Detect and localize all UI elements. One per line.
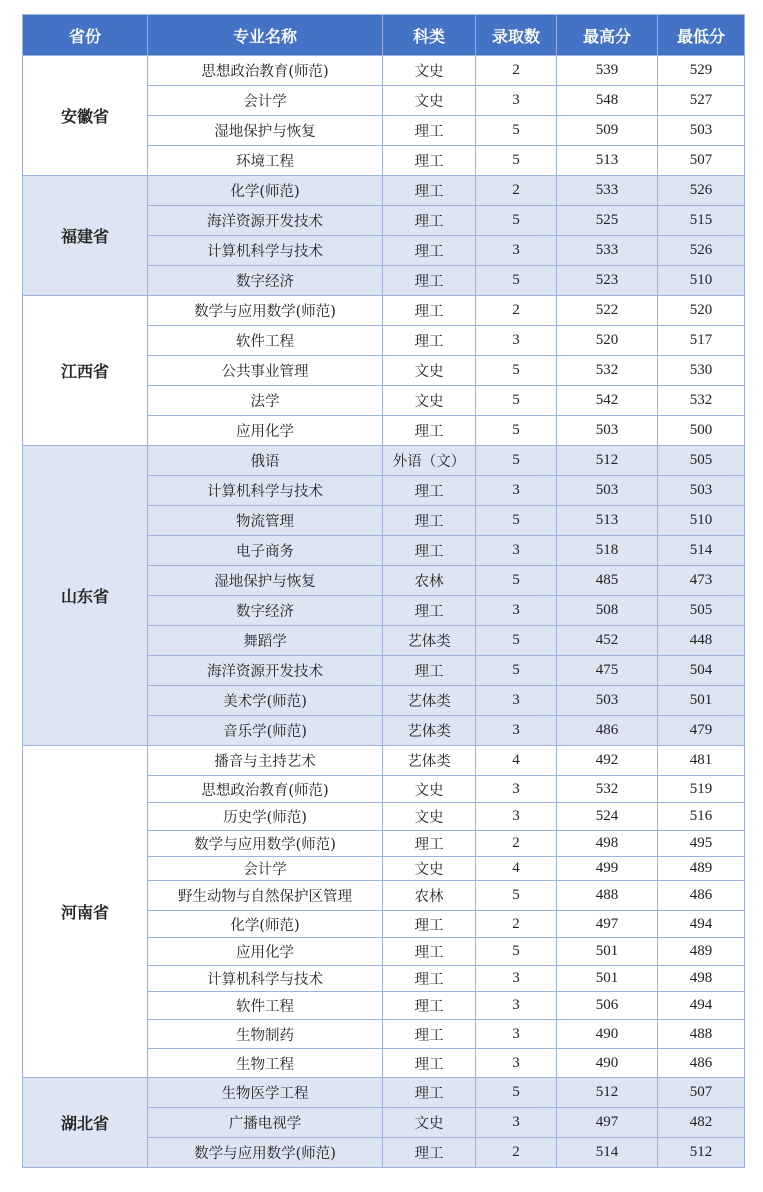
major-cell: 应用化学 xyxy=(148,938,383,966)
min-score-cell: 505 xyxy=(658,596,745,626)
admitted-count-cell: 5 xyxy=(476,416,557,446)
province-cell: 安徽省 xyxy=(23,56,148,176)
category-cell: 理工 xyxy=(383,146,476,176)
province-cell: 山东省 xyxy=(23,446,148,746)
header-row xyxy=(23,15,745,56)
admitted-count-cell: 5 xyxy=(476,116,557,146)
category-cell: 文史 xyxy=(383,356,476,386)
major-cell: 计算机科学与技术 xyxy=(148,476,383,506)
header-major: 专业名称 xyxy=(148,15,383,56)
admitted-count-cell: 5 xyxy=(476,506,557,536)
major-cell: 音乐学(师范) xyxy=(148,716,383,746)
major-cell: 俄语 xyxy=(148,446,383,476)
min-score-cell: 479 xyxy=(658,716,745,746)
major-cell: 数学与应用数学(师范) xyxy=(148,1138,383,1168)
major-cell: 化学(师范) xyxy=(148,911,383,938)
admitted-count-cell: 3 xyxy=(476,326,557,356)
max-score-cell: 485 xyxy=(557,566,658,596)
admitted-count-cell: 5 xyxy=(476,266,557,296)
admitted-count-cell: 3 xyxy=(476,1049,557,1078)
min-score-cell: 503 xyxy=(658,116,745,146)
province-cell: 湖北省 xyxy=(23,1078,148,1168)
min-score-cell: 516 xyxy=(658,803,745,831)
min-score-cell: 510 xyxy=(658,506,745,536)
min-score-cell: 489 xyxy=(658,938,745,966)
category-cell: 外语（文） xyxy=(383,446,476,476)
major-cell: 海洋资源开发技术 xyxy=(148,206,383,236)
max-score-cell: 503 xyxy=(557,416,658,446)
min-score-cell: 489 xyxy=(658,857,745,881)
max-score-cell: 520 xyxy=(557,326,658,356)
major-cell: 思想政治教育(师范) xyxy=(148,776,383,803)
admitted-count-cell: 5 xyxy=(476,938,557,966)
category-cell: 理工 xyxy=(383,266,476,296)
category-cell: 理工 xyxy=(383,176,476,206)
header-min-score: 最低分 xyxy=(658,15,745,56)
admitted-count-cell: 5 xyxy=(476,1078,557,1108)
max-score-cell: 512 xyxy=(557,446,658,476)
category-cell: 理工 xyxy=(383,1078,476,1108)
table-row xyxy=(23,746,745,776)
major-cell: 舞蹈学 xyxy=(148,626,383,656)
category-cell: 理工 xyxy=(383,596,476,626)
admitted-count-cell: 5 xyxy=(476,626,557,656)
province-cell: 江西省 xyxy=(23,296,148,446)
max-score-cell: 524 xyxy=(557,803,658,831)
category-cell: 理工 xyxy=(383,326,476,356)
major-cell: 公共事业管理 xyxy=(148,356,383,386)
admitted-count-cell: 3 xyxy=(476,776,557,803)
major-cell: 湿地保护与恢复 xyxy=(148,566,383,596)
min-score-cell: 530 xyxy=(658,356,745,386)
table-row xyxy=(23,1078,745,1108)
major-cell: 播音与主持艺术 xyxy=(148,746,383,776)
category-cell: 理工 xyxy=(383,536,476,566)
admitted-count-cell: 4 xyxy=(476,746,557,776)
category-cell: 农林 xyxy=(383,566,476,596)
min-score-cell: 504 xyxy=(658,656,745,686)
max-score-cell: 497 xyxy=(557,911,658,938)
max-score-cell: 513 xyxy=(557,146,658,176)
category-cell: 理工 xyxy=(383,476,476,506)
max-score-cell: 501 xyxy=(557,938,658,966)
admitted-count-cell: 3 xyxy=(476,536,557,566)
admitted-count-cell: 3 xyxy=(476,86,557,116)
major-cell: 应用化学 xyxy=(148,416,383,446)
admitted-count-cell: 2 xyxy=(476,911,557,938)
min-score-cell: 486 xyxy=(658,881,745,911)
min-score-cell: 532 xyxy=(658,386,745,416)
admitted-count-cell: 3 xyxy=(476,236,557,266)
min-score-cell: 488 xyxy=(658,1020,745,1049)
category-cell: 文史 xyxy=(383,56,476,86)
major-cell: 软件工程 xyxy=(148,992,383,1020)
admitted-count-cell: 3 xyxy=(476,966,557,992)
category-cell: 理工 xyxy=(383,966,476,992)
admitted-count-cell: 3 xyxy=(476,803,557,831)
min-score-cell: 448 xyxy=(658,626,745,656)
table-row xyxy=(23,446,745,476)
admitted-count-cell: 3 xyxy=(476,686,557,716)
max-score-cell: 503 xyxy=(557,686,658,716)
min-score-cell: 507 xyxy=(658,1078,745,1108)
category-cell: 文史 xyxy=(383,386,476,416)
min-score-cell: 495 xyxy=(658,831,745,857)
max-score-cell: 486 xyxy=(557,716,658,746)
max-score-cell: 532 xyxy=(557,776,658,803)
admitted-count-cell: 2 xyxy=(476,176,557,206)
max-score-cell: 501 xyxy=(557,966,658,992)
min-score-cell: 473 xyxy=(658,566,745,596)
major-cell: 湿地保护与恢复 xyxy=(148,116,383,146)
category-cell: 农林 xyxy=(383,881,476,911)
category-cell: 文史 xyxy=(383,857,476,881)
major-cell: 会计学 xyxy=(148,86,383,116)
admitted-count-cell: 2 xyxy=(476,1138,557,1168)
max-score-cell: 490 xyxy=(557,1049,658,1078)
category-cell: 艺体类 xyxy=(383,746,476,776)
min-score-cell: 481 xyxy=(658,746,745,776)
max-score-cell: 492 xyxy=(557,746,658,776)
category-cell: 理工 xyxy=(383,1049,476,1078)
max-score-cell: 499 xyxy=(557,857,658,881)
category-cell: 文史 xyxy=(383,776,476,803)
category-cell: 理工 xyxy=(383,236,476,266)
category-cell: 理工 xyxy=(383,116,476,146)
admitted-count-cell: 2 xyxy=(476,831,557,857)
max-score-cell: 508 xyxy=(557,596,658,626)
admitted-count-cell: 5 xyxy=(476,386,557,416)
max-score-cell: 513 xyxy=(557,506,658,536)
table-body xyxy=(23,56,745,1168)
major-cell: 思想政治教育(师范) xyxy=(148,56,383,86)
admitted-count-cell: 3 xyxy=(476,1020,557,1049)
category-cell: 文史 xyxy=(383,803,476,831)
min-score-cell: 526 xyxy=(658,176,745,206)
max-score-cell: 514 xyxy=(557,1138,658,1168)
min-score-cell: 482 xyxy=(658,1108,745,1138)
category-cell: 文史 xyxy=(383,86,476,116)
category-cell: 理工 xyxy=(383,1138,476,1168)
major-cell: 生物医学工程 xyxy=(148,1078,383,1108)
major-cell: 环境工程 xyxy=(148,146,383,176)
admitted-count-cell: 4 xyxy=(476,857,557,881)
major-cell: 生物工程 xyxy=(148,1049,383,1078)
admitted-count-cell: 5 xyxy=(476,446,557,476)
major-cell: 计算机科学与技术 xyxy=(148,236,383,266)
admitted-count-cell: 5 xyxy=(476,656,557,686)
major-cell: 数字经济 xyxy=(148,266,383,296)
min-score-cell: 527 xyxy=(658,86,745,116)
admitted-count-cell: 3 xyxy=(476,716,557,746)
category-cell: 理工 xyxy=(383,831,476,857)
min-score-cell: 507 xyxy=(658,146,745,176)
category-cell: 艺体类 xyxy=(383,686,476,716)
major-cell: 历史学(师范) xyxy=(148,803,383,831)
max-score-cell: 518 xyxy=(557,536,658,566)
min-score-cell: 519 xyxy=(658,776,745,803)
major-cell: 海洋资源开发技术 xyxy=(148,656,383,686)
major-cell: 美术学(师范) xyxy=(148,686,383,716)
province-cell: 福建省 xyxy=(23,176,148,296)
min-score-cell: 494 xyxy=(658,992,745,1020)
header-province: 省份 xyxy=(23,15,148,56)
min-score-cell: 512 xyxy=(658,1138,745,1168)
major-cell: 数学与应用数学(师范) xyxy=(148,296,383,326)
max-score-cell: 497 xyxy=(557,1108,658,1138)
admitted-count-cell: 3 xyxy=(476,1108,557,1138)
min-score-cell: 501 xyxy=(658,686,745,716)
admitted-count-cell: 3 xyxy=(476,476,557,506)
max-score-cell: 509 xyxy=(557,116,658,146)
major-cell: 数字经济 xyxy=(148,596,383,626)
min-score-cell: 494 xyxy=(658,911,745,938)
admitted-count-cell: 5 xyxy=(476,566,557,596)
admitted-count-cell: 5 xyxy=(476,146,557,176)
major-cell: 野生动物与自然保护区管理 xyxy=(148,881,383,911)
max-score-cell: 522 xyxy=(557,296,658,326)
major-cell: 化学(师范) xyxy=(148,176,383,206)
category-cell: 理工 xyxy=(383,911,476,938)
max-score-cell: 452 xyxy=(557,626,658,656)
category-cell: 理工 xyxy=(383,992,476,1020)
min-score-cell: 503 xyxy=(658,476,745,506)
header-max-score: 最高分 xyxy=(557,15,658,56)
max-score-cell: 539 xyxy=(557,56,658,86)
max-score-cell: 525 xyxy=(557,206,658,236)
header-category: 科类 xyxy=(383,15,476,56)
max-score-cell: 503 xyxy=(557,476,658,506)
category-cell: 理工 xyxy=(383,416,476,446)
min-score-cell: 520 xyxy=(658,296,745,326)
category-cell: 艺体类 xyxy=(383,716,476,746)
major-cell: 数学与应用数学(师范) xyxy=(148,831,383,857)
max-score-cell: 498 xyxy=(557,831,658,857)
major-cell: 物流管理 xyxy=(148,506,383,536)
major-cell: 生物制药 xyxy=(148,1020,383,1049)
max-score-cell: 490 xyxy=(557,1020,658,1049)
admitted-count-cell: 5 xyxy=(476,206,557,236)
admitted-count-cell: 5 xyxy=(476,881,557,911)
min-score-cell: 526 xyxy=(658,236,745,266)
min-score-cell: 529 xyxy=(658,56,745,86)
min-score-cell: 486 xyxy=(658,1049,745,1078)
table-row xyxy=(23,56,745,86)
max-score-cell: 532 xyxy=(557,356,658,386)
max-score-cell: 475 xyxy=(557,656,658,686)
max-score-cell: 533 xyxy=(557,236,658,266)
admitted-count-cell: 5 xyxy=(476,356,557,386)
major-cell: 软件工程 xyxy=(148,326,383,356)
major-cell: 计算机科学与技术 xyxy=(148,966,383,992)
admitted-count-cell: 2 xyxy=(476,296,557,326)
header-admitted-count: 录取数 xyxy=(476,15,557,56)
category-cell: 理工 xyxy=(383,938,476,966)
admission-score-table xyxy=(22,14,745,1168)
min-score-cell: 515 xyxy=(658,206,745,236)
admitted-count-cell: 3 xyxy=(476,992,557,1020)
min-score-cell: 514 xyxy=(658,536,745,566)
max-score-cell: 533 xyxy=(557,176,658,206)
min-score-cell: 510 xyxy=(658,266,745,296)
major-cell: 广播电视学 xyxy=(148,1108,383,1138)
table-row xyxy=(23,176,745,206)
category-cell: 艺体类 xyxy=(383,626,476,656)
category-cell: 理工 xyxy=(383,506,476,536)
category-cell: 理工 xyxy=(383,656,476,686)
min-score-cell: 498 xyxy=(658,966,745,992)
max-score-cell: 512 xyxy=(557,1078,658,1108)
min-score-cell: 517 xyxy=(658,326,745,356)
table-row xyxy=(23,296,745,326)
province-cell: 河南省 xyxy=(23,746,148,1078)
admitted-count-cell: 3 xyxy=(476,596,557,626)
category-cell: 理工 xyxy=(383,1020,476,1049)
category-cell: 理工 xyxy=(383,296,476,326)
min-score-cell: 500 xyxy=(658,416,745,446)
max-score-cell: 542 xyxy=(557,386,658,416)
major-cell: 会计学 xyxy=(148,857,383,881)
max-score-cell: 548 xyxy=(557,86,658,116)
max-score-cell: 523 xyxy=(557,266,658,296)
category-cell: 文史 xyxy=(383,1108,476,1138)
min-score-cell: 505 xyxy=(658,446,745,476)
admitted-count-cell: 2 xyxy=(476,56,557,86)
max-score-cell: 506 xyxy=(557,992,658,1020)
major-cell: 电子商务 xyxy=(148,536,383,566)
category-cell: 理工 xyxy=(383,206,476,236)
major-cell: 法学 xyxy=(148,386,383,416)
max-score-cell: 488 xyxy=(557,881,658,911)
